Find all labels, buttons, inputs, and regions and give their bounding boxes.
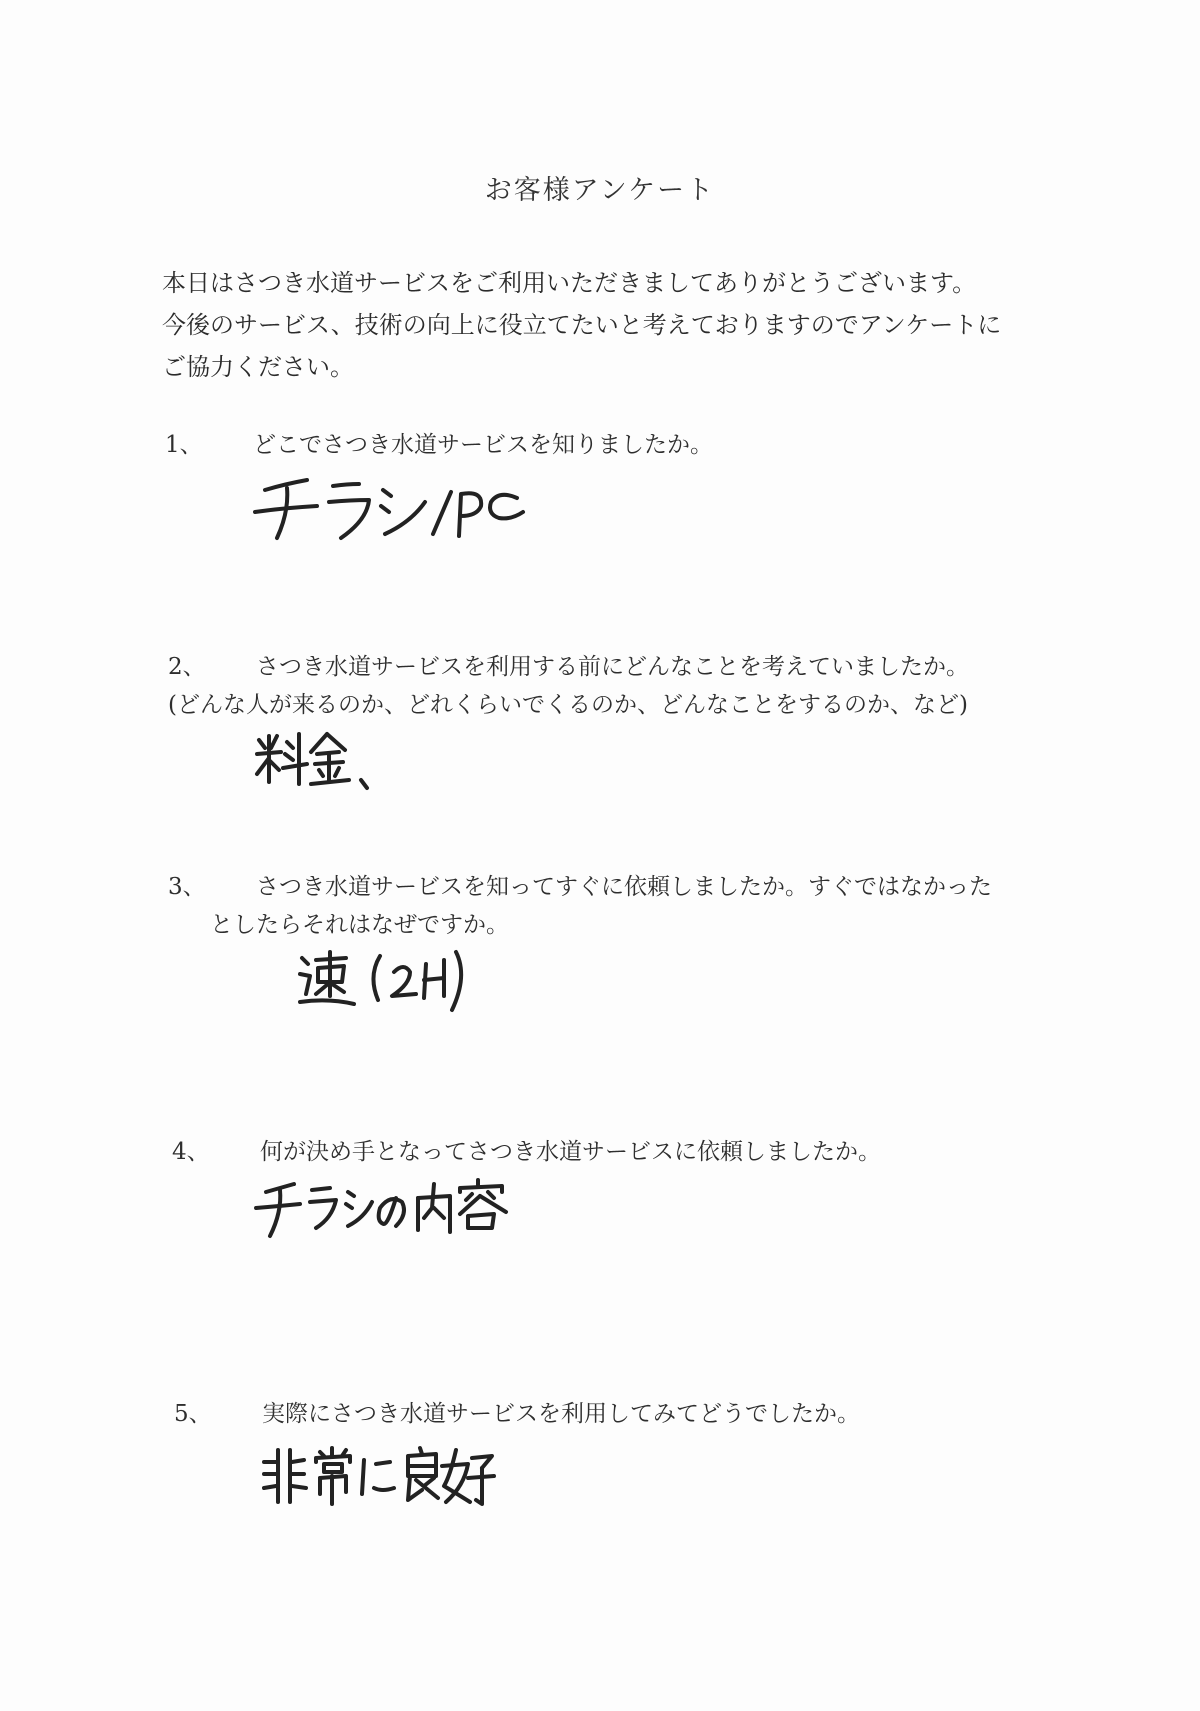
question-number: 5、 [174,1401,212,1427]
answer-4-handwriting [256,1178,516,1244]
question-text: さつき水道サービスを知ってすぐに依頼しましたか。すぐではなかった [256,874,992,900]
answer-3-handwriting [298,950,478,1016]
question-text: さつき水道サービスを利用する前にどんなことを考えていましたか。 [256,654,969,680]
answer-5-handwriting [262,1446,492,1510]
question-subtext: としたらそれはなぜですか。 [210,912,509,938]
page-title: お客様アンケート [484,175,716,206]
question-number: 3、 [168,874,206,900]
question-subtext: (どんな人が来るのか、どれくらいでくるのか、どんなことをするのか、など) [168,692,968,718]
answer-1-handwriting [255,472,515,546]
question-number: 2、 [168,654,206,680]
question-text: 実際にさつき水道サービスを利用してみてどうでしたか。 [262,1401,860,1427]
question-text: どこでさつき水道サービスを知りましたか。 [253,432,713,458]
intro-line-2: 今後のサービス、技術の向上に役立てたいと考えておりますのでアンケートに [162,311,1002,339]
intro-line-3: ご協力ください。 [162,353,354,381]
intro-text [162,262,1001,388]
answer-2-handwriting [255,730,375,794]
question-number: 1、 [165,432,203,458]
intro-line-1: 本日はさつき水道サービスをご利用いただきましてありがとうございます。 [162,269,977,297]
question-text: 何が決め手となってさつき水道サービスに依頼しましたか。 [260,1139,881,1165]
question-number: 4、 [172,1139,210,1165]
